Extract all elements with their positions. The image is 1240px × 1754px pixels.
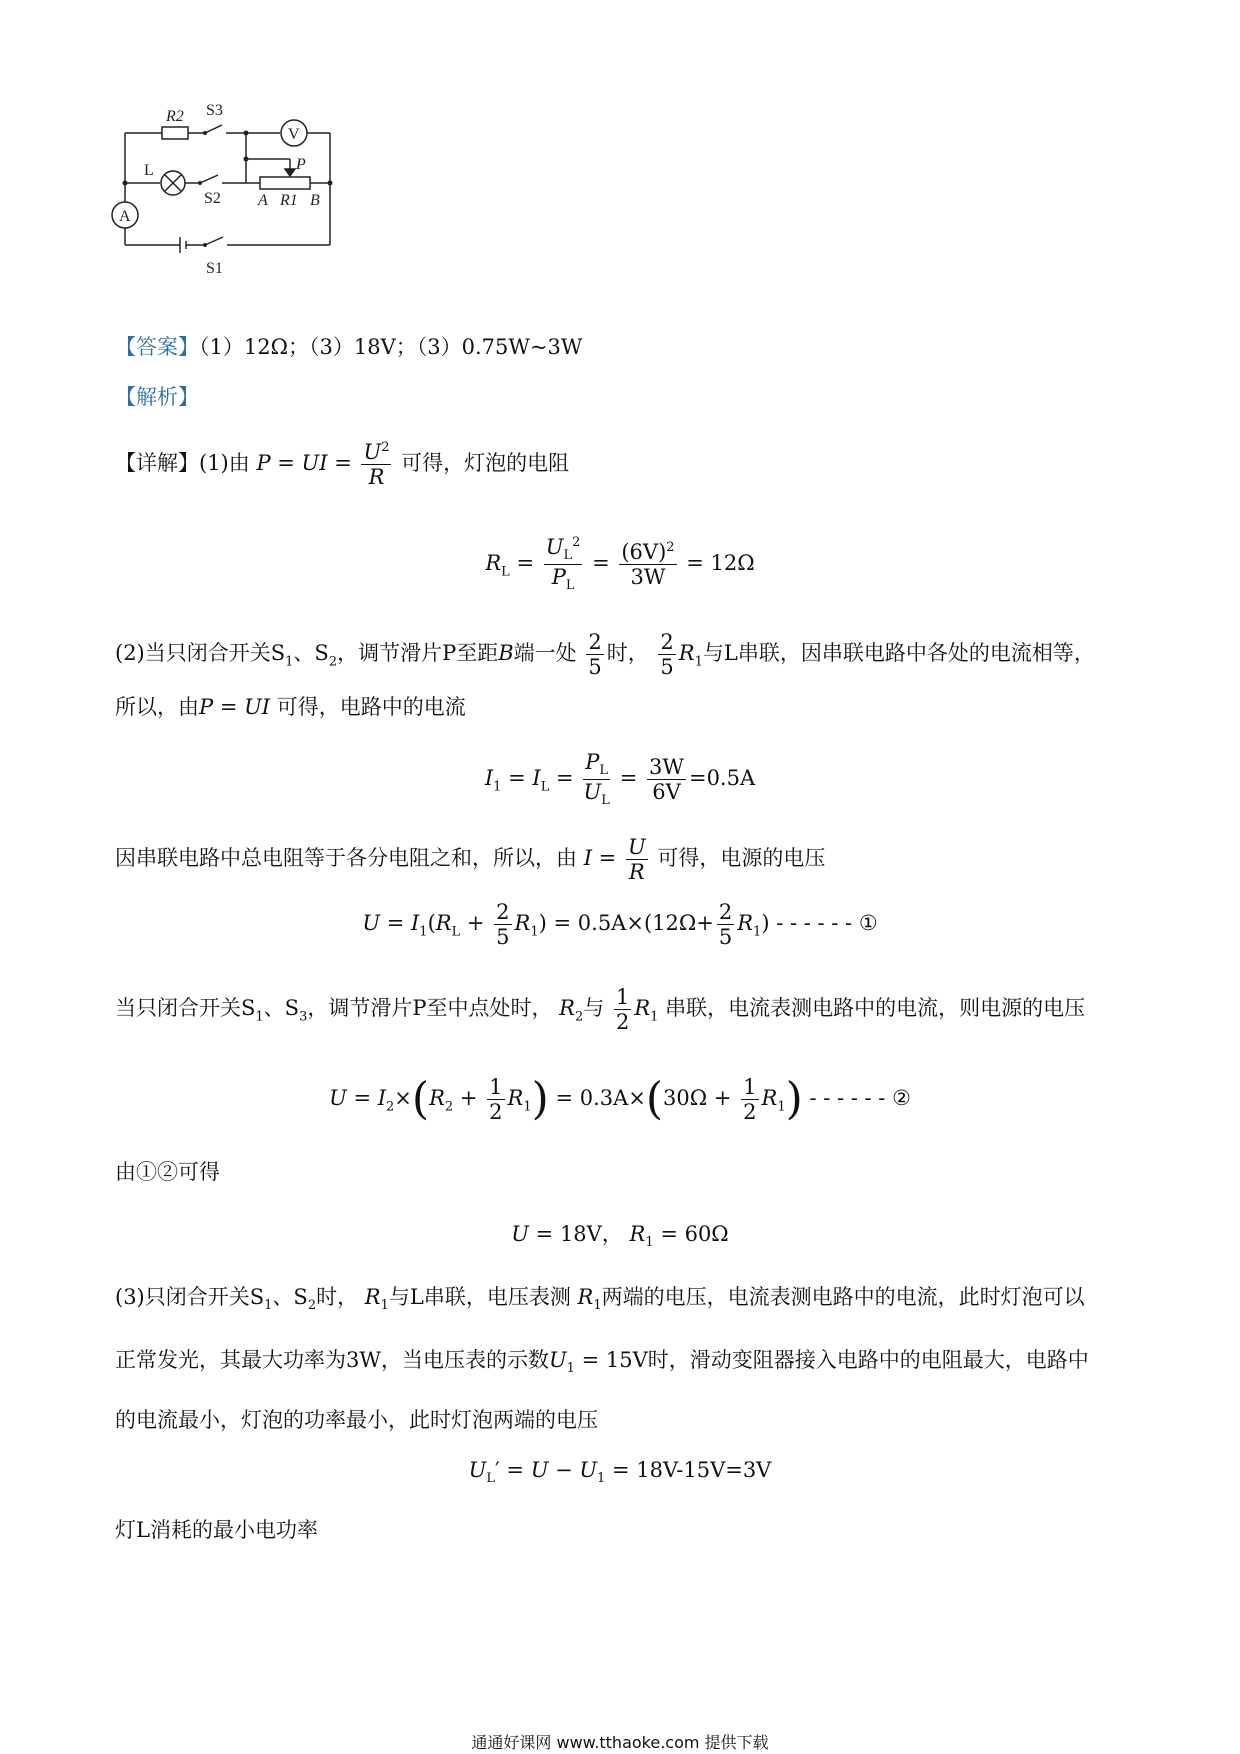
equation-result: U = 18V， $R_1 = 60\Omega$: [511, 1222, 729, 1251]
part2-c: 端一处: [513, 641, 577, 666]
label-r1: R1: [280, 192, 298, 209]
equation-rl: $R_L$ = $\frac{U_L^2}{P_L}$ = $\frac{(6V)^2}{3W}$ = 12Ω: [485, 535, 755, 594]
s13-c: 与: [583, 996, 605, 1021]
label-s3: S3: [206, 102, 223, 119]
label-s2: S2: [204, 190, 221, 207]
label-p: P: [296, 156, 306, 173]
s13-b: 调节滑片P至中点处时，: [328, 996, 553, 1021]
label-a-end: A: [258, 192, 268, 209]
label-r2: R2: [166, 108, 184, 125]
eq1-result: = 12Ω: [686, 551, 755, 576]
equation-1: $U = I_1(R_L$ + $\frac{2}{5}$ $R_1) = 0.5A\times(12\Omega+$ $\frac{2}{5}$ $R_1$) - - - - - - ①: [362, 900, 878, 950]
circuit-diagram: [100, 95, 390, 285]
answer-text: （1）12Ω；（3）18V；（3）0.75W~3W: [199, 335, 583, 359]
part2-d: 时，: [606, 641, 649, 666]
detail-tag: 【详解】: [115, 451, 199, 476]
part2-a: (2)当只闭合开关S: [115, 641, 286, 666]
part3-line2-a: 正常发光，其最大功率为3W，当电压表的示数: [115, 1348, 549, 1372]
eq5-u: = 18V，: [535, 1222, 623, 1246]
detail-part2: (2)当只闭合开关$S_1$、$S_2$，调节滑片P至距B端一处 $\frac{2}{5}$ 时， $\frac{2}{5}$ $R_1$与L串联，因串联电路中各处的电流相等，: [115, 630, 1095, 680]
series-tail: 可得，电源的电压: [657, 846, 826, 871]
part2-e: 与L串联，因串联电路中各处的电流相等，: [702, 641, 1095, 666]
part3-d: 两端的电压，电流表测电路中的电流，此时灯泡可以: [601, 1285, 1085, 1309]
label-v: V: [288, 126, 300, 143]
part3-b: 时，: [316, 1285, 359, 1309]
label-b-end: B: [310, 192, 320, 209]
eq3-mark: ①: [858, 911, 878, 936]
detail-part1: 【详解】(1)由 P = UI = $\frac{U^2}{R}$ 可得，灯泡的电阻: [115, 440, 570, 490]
label-s1: S1: [206, 260, 223, 277]
part3-a: (3)只闭合开关S: [115, 1285, 265, 1309]
detail-part3: (3)只闭合开关$S_1$、$S_2$时， $R_1$与L串联，电压表测 $R_1$两端的电压，电流表测电路中的电流，此时灯泡可以: [115, 1285, 1085, 1314]
part2-line2: 所以，由: [115, 695, 199, 719]
equation-lamp-voltage: $U_L' = U - U_1 = 18V-15V=3V$: [468, 1458, 772, 1487]
detail-part2-line2: 所以，由P = UI 可得，电路中的电流: [115, 695, 466, 719]
eq6: = 18V-15V=3V: [612, 1458, 772, 1482]
part2-b: 调节滑片P至距: [358, 641, 499, 666]
footer: 通通好课网 www.tthaoke.com 提供下载: [471, 1733, 769, 1752]
eq2-result: =0.5A: [688, 766, 756, 791]
part3-c: 与L串联，电压表测: [388, 1285, 571, 1309]
s13-a: 当只闭合开关S: [115, 996, 256, 1021]
part1-lead: (1)由: [199, 451, 250, 476]
label-l: L: [144, 162, 154, 179]
fraction-u2-r: $\frac{U^2}{R}$: [363, 440, 390, 490]
equation-2: $U = I_2\times(R_2$ + $\frac{1}{2}$ $R_1) = 0.3A\times(30\Omega$ + $\frac{1}{2}$ $R_1$) - - - - - - ②: [329, 1073, 911, 1125]
s13-d: 串联，电流表测电路中的电流，则电源的电压: [665, 996, 1086, 1021]
last-line: 灯L消耗的最小电功率: [115, 1518, 318, 1542]
detail-part3-line2: 正常发光，其最大功率为3W，当电压表的示数$U_1 = 15V$时，滑动变阻器接入电路中的电阻最大，电路中: [115, 1348, 1089, 1377]
series-text: 因串联电路中总电阻等于各分电阻之和，所以，由: [115, 846, 577, 871]
eq4-mark: ②: [892, 1086, 911, 1111]
analysis-tag: 【解析】: [115, 385, 199, 409]
detail-part3-line3: 的电流最小，灯泡的功率最小，此时灯泡两端的电压: [115, 1408, 598, 1432]
combine-line: 由①②可得: [115, 1160, 220, 1184]
answer-tag: 【答案】: [115, 335, 199, 359]
eq5-r: = 60Ω: [660, 1222, 729, 1246]
equation-current: $I_1 = I_L$ = $\frac{P_L}{U_L}$ = $\frac{3W}{6V}$ =0.5A: [484, 750, 756, 809]
series-line: 因串联电路中总电阻等于各分电阻之和，所以，由 I = $\frac{U}{R}$ 可得，电源的电压: [115, 835, 826, 885]
part1-tail: 可得，灯泡的电阻: [401, 451, 570, 476]
answer-line: [115, 335, 583, 360]
part2-line2-tail: 可得，电路中的电流: [276, 695, 466, 719]
s13-line: 当只闭合开关$S_1$、$S_3$，调节滑片P至中点处时， $R_2$与 $\frac{1}{2}$ $R_1$ 串联，电流表测电路中的电流，则电源的电压: [115, 985, 1086, 1035]
label-ammeter: A: [119, 208, 131, 225]
part3-line2-b: = 15V时，滑动变阻器接入电路中的电阻最大，电路中: [581, 1348, 1089, 1372]
